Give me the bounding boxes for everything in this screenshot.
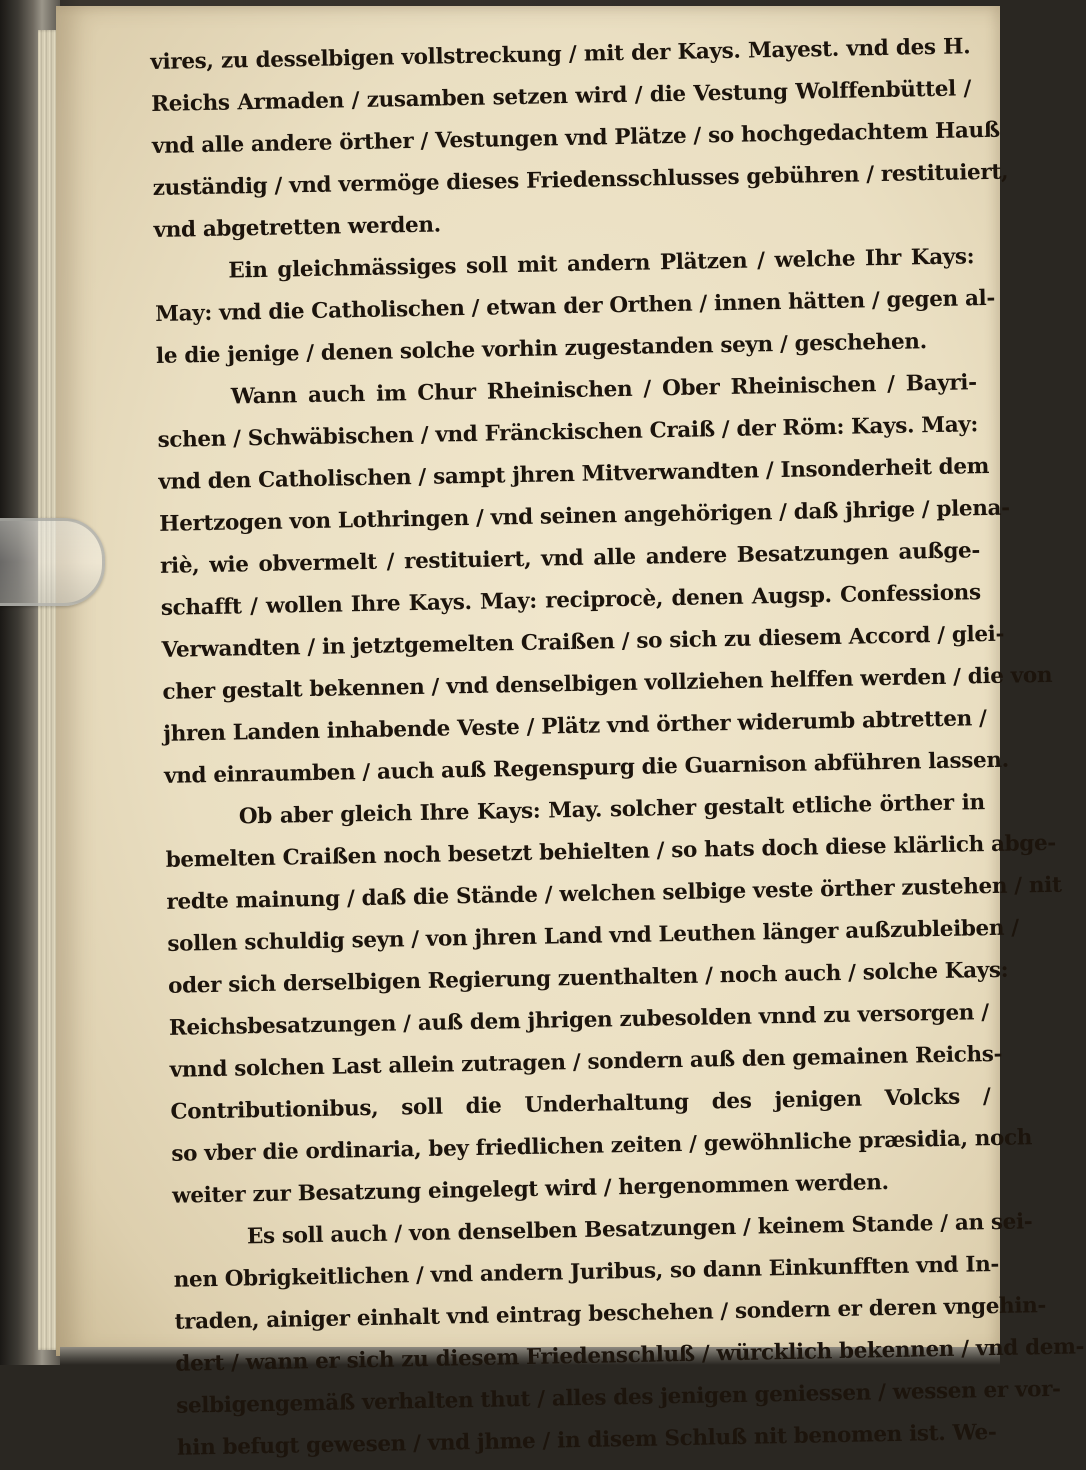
paragraph-start-line: Ob aber gleich Ihre Kays: May. solcher gestalt etliche örther in bbox=[238, 790, 985, 830]
paragraph-start-line: Ein gleichmässiges soll mit andern Plätzen / welche Ihr Kays: bbox=[228, 244, 975, 284]
text-line: vires, zu desselbigen vollstreckung / mit der Kays. Mayest. vnd des H. bbox=[150, 34, 971, 75]
text-line: May: vnd die Catholischen / etwan der Orthen / innen hätten / gegen al- bbox=[154, 285, 996, 327]
text-line: le die jenige / denen solche vorhin zugestanden seyn / geschehen. bbox=[155, 329, 927, 369]
text-line: schen / Schwäbischen / vnd Fränckischen Craiß / der Röm: Kays. May: bbox=[157, 412, 979, 453]
text-line: vnd abgetretten werden. bbox=[153, 212, 442, 243]
text-line: schafft / wollen Ihre Kays. May: reciprocè, denen Augsp. Confessions bbox=[160, 580, 981, 621]
text-line: Verwandten / in jetztgemelten Craißen / so sich zu diesem Accord / glei- bbox=[161, 621, 1005, 663]
text-line: Hertzogen von Lothringen / vnd seinen angehörigen / daß jhrige / plena- bbox=[159, 495, 1010, 537]
text-line: oder sich derselbigen Regierung zuenthalten / noch auch / solche Kays: bbox=[167, 957, 1009, 999]
text-line: Reichsbesatzungen / auß dem jhrigen zubesolden vnnd zu versorgen / bbox=[168, 1000, 990, 1041]
text-line: dert / wann er sich zu diesem Friedenschluß / würcklich bekennen / vnd dem- bbox=[175, 1334, 1085, 1377]
text-line: riè, wie obvermelt / restituiert, vnd alle andere Besatzungen außge- bbox=[159, 538, 981, 579]
page-clip bbox=[0, 518, 105, 606]
text-line: vnd alle andere örther / Vestungen vnd Plätze / so hochgedachtem Hauß bbox=[151, 117, 1000, 159]
text-line: vnnd solchen Last allein zutragen / sondern auß den gemainen Reichs- bbox=[169, 1041, 1003, 1083]
text-line: traden, ainiger einhalt vnd eintrag beschehen / sondern er deren vngehin- bbox=[174, 1293, 1047, 1335]
page-text bbox=[150, 26, 1085, 1469]
text-line: cher gestalt bekennen / vnd denselbigen vollziehen helffen werden / die von bbox=[162, 662, 1053, 705]
text-line: Contributionibus, soll die Underhaltung des jenigen Volcks / bbox=[170, 1084, 991, 1125]
text-line: hin befugt gewesen / vnd jhme / in disem Schluß nit benomen ist. We- bbox=[176, 1420, 997, 1461]
text-line: selbigengemäß verhalten thut / alles des jenigen geniessen / wessen er vor- bbox=[175, 1376, 1061, 1419]
text-line: redte mainung / daß die Stände / welchen selbige veste örther zustehen / nit bbox=[166, 872, 1062, 915]
text-line: Reichs Armaden / zusamben setzen wird / die Vestung Wolffenbüttel / bbox=[150, 76, 972, 117]
text-line: vnd einraumben / auch auß Regenspurg die Guarnison abführen lassen. bbox=[163, 747, 1010, 789]
text-line: vnd den Catholischen / sampt jhren Mitverwandten / Insonderheit dem bbox=[158, 453, 990, 495]
text-line: sollen schuldig seyn / von jhren Land vnd Leuthen länger außzubleiben / bbox=[167, 915, 1020, 957]
text-line: nen Obrigkeitlichen / vnd andern Juribus, so dann Einkunfften vnd In- bbox=[173, 1251, 1000, 1293]
paragraph-start-line: Es soll auch / von denselben Besatzungen / keinem Stande / an sei- bbox=[246, 1209, 1033, 1250]
text-line: weiter zur Besatzung eingelegt wird / hergenommen werden. bbox=[171, 1170, 889, 1209]
text-line: zuständig / vnd vermöge dieses Friedensschlusses gebühren / restituiert, bbox=[152, 159, 1009, 201]
paragraph-start-line: Wann auch im Chur Rheinischen / Ober Rheinischen / Bayri- bbox=[230, 370, 977, 410]
text-line: bemelten Craißen noch besetzt behielten / so hats doch diese klärlich abge- bbox=[165, 830, 1057, 873]
text-line: so vber die ordinaria, bey friedlichen zeiten / gewöhnliche præsidia, noch bbox=[171, 1125, 1033, 1167]
text-line: jhren Landen inhabende Veste / Plätz vnd örther widerumb abtretten / bbox=[163, 706, 987, 747]
